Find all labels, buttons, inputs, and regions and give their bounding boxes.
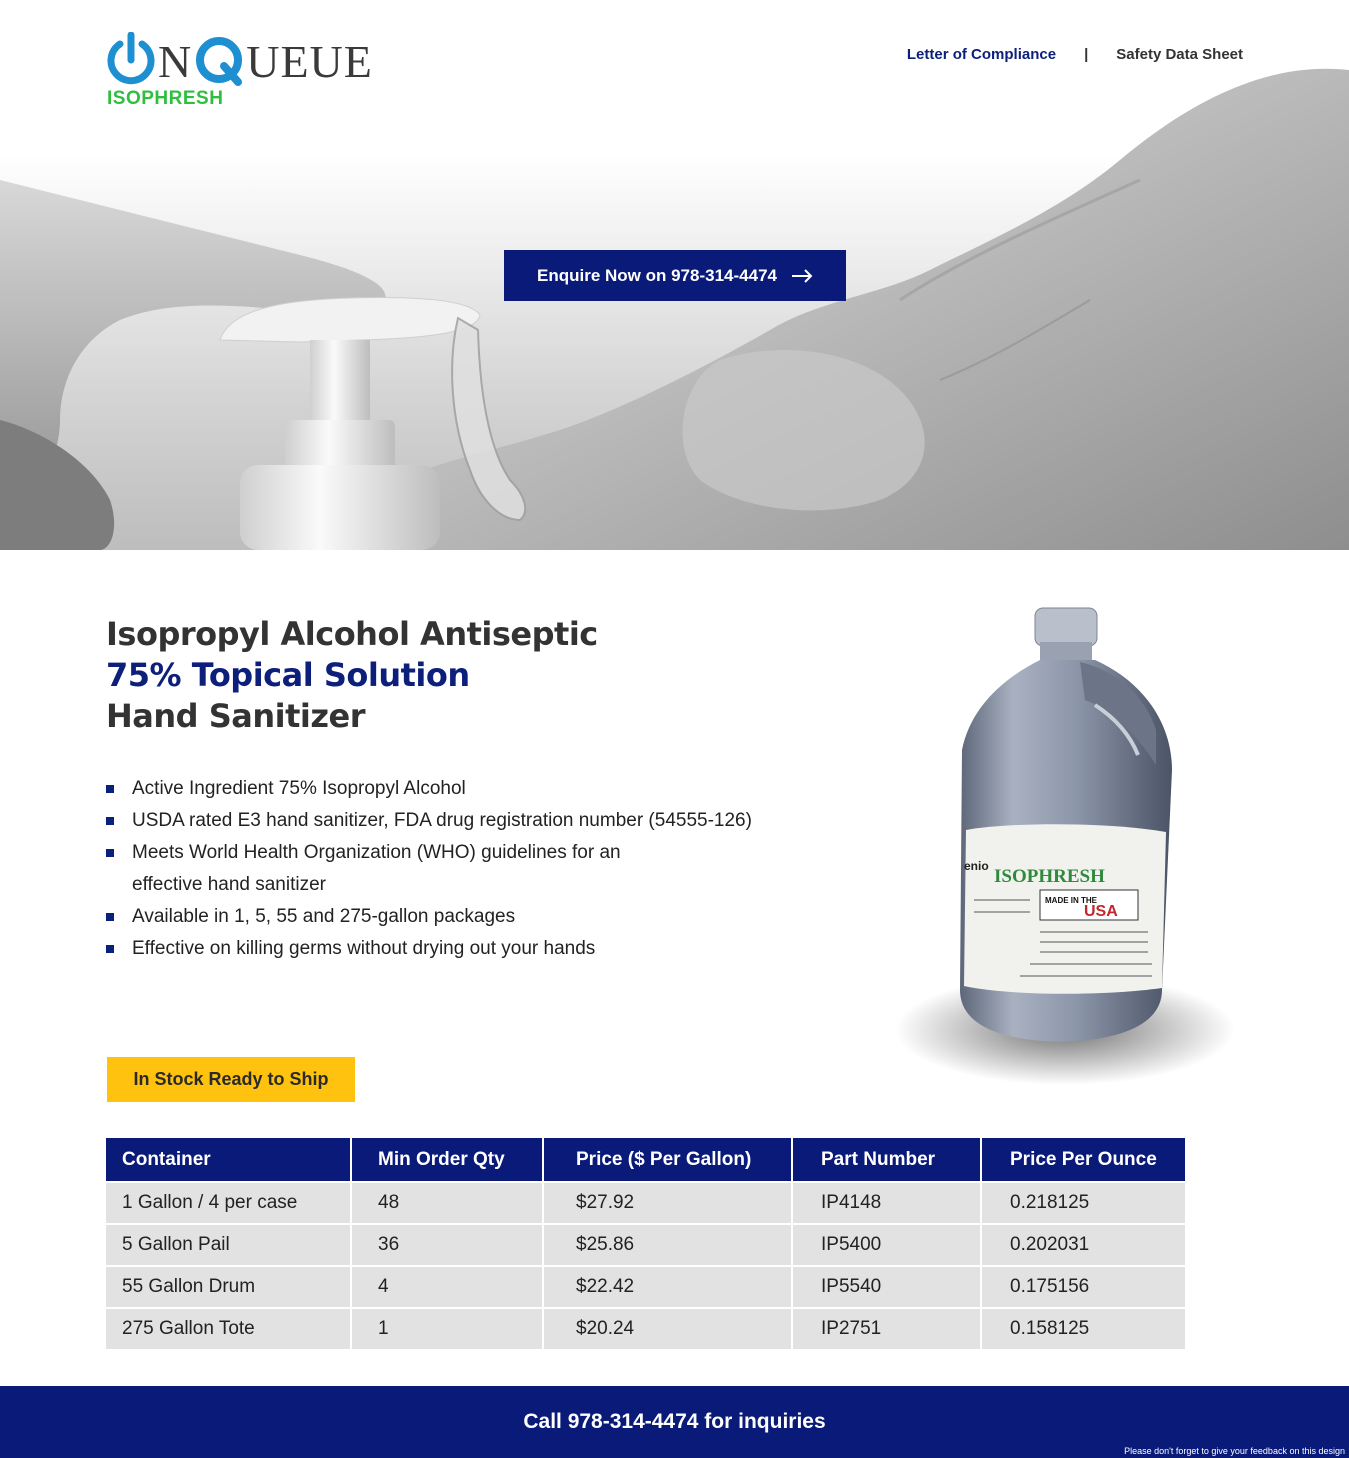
feature-item: Effective on killing germs without drying out your hands	[106, 933, 866, 965]
column-header-price-per-ounce: Price Per Ounce	[982, 1138, 1185, 1181]
hero-section	[0, 0, 1349, 550]
jug-usa-text: USA	[1084, 903, 1118, 920]
q-icon	[194, 32, 244, 86]
column-header-min-order-qty: Min Order Qty	[352, 1138, 542, 1181]
feature-list	[106, 773, 866, 965]
cell-min-order-qty: 4	[352, 1267, 542, 1307]
cell-min-order-qty: 48	[352, 1183, 542, 1223]
cell-min-order-qty: 36	[352, 1225, 542, 1265]
logo-text-n: N	[158, 36, 193, 87]
cell-price-per-ounce: 0.202031	[982, 1225, 1185, 1265]
product-title	[106, 614, 598, 737]
top-navigation	[907, 46, 1243, 63]
column-header-container: Container	[106, 1138, 350, 1181]
table-header-row	[106, 1138, 1185, 1181]
pricing-table	[104, 1136, 1187, 1351]
logo-wordmark	[106, 28, 373, 86]
nav-separator: |	[1084, 46, 1089, 63]
cell-price-per-gallon: $22.42	[544, 1267, 791, 1307]
enquire-now-button[interactable]	[504, 250, 846, 301]
cell-part-number: IP4148	[793, 1183, 980, 1223]
footer-call-text[interactable]: Call 978-314-4474 for inquiries	[523, 1410, 826, 1433]
cell-min-order-qty: 1	[352, 1309, 542, 1349]
cell-price-per-ounce: 0.218125	[982, 1183, 1185, 1223]
column-header-part-number: Part Number	[793, 1138, 980, 1181]
cell-price-per-gallon: $27.92	[544, 1183, 791, 1223]
feature-item: Active Ingredient 75% Isopropyl Alcohol	[106, 773, 866, 805]
safety-data-sheet-link[interactable]: Safety Data Sheet	[1116, 46, 1243, 63]
jug-brand-text: ISOPHRESH	[994, 866, 1105, 887]
feature-item: USDA rated E3 hand sanitizer, FDA drug registration number (54555-126)	[106, 805, 866, 837]
footer-bar	[0, 1386, 1349, 1458]
cell-price-per-ounce: 0.175156	[982, 1267, 1185, 1307]
onqueue-logo[interactable]	[106, 28, 406, 112]
table-row	[106, 1183, 1185, 1223]
product-title-line-2: 75% Topical Solution	[106, 656, 470, 694]
cell-container: 275 Gallon Tote	[106, 1309, 350, 1349]
feature-item: Meets World Health Organization (WHO) guidelines for an	[106, 837, 866, 869]
feature-item: Available in 1, 5, 55 and 275-gallon packages	[106, 901, 866, 933]
cell-part-number: IP5540	[793, 1267, 980, 1307]
product-jug-image	[890, 600, 1240, 1090]
product-title-line-1: Isopropyl Alcohol Antiseptic	[106, 615, 598, 653]
in-stock-badge: In Stock Ready to Ship	[107, 1057, 355, 1102]
cell-container: 1 Gallon / 4 per case	[106, 1183, 350, 1223]
feedback-note: Please don't forget to give your feedback on this design	[1124, 1446, 1345, 1456]
cell-price-per-gallon: $25.86	[544, 1225, 791, 1265]
enquire-button-label: Enquire Now on 978-314-4474	[537, 265, 777, 285]
logo-text-ueue: UEUE	[246, 36, 373, 87]
table-row	[106, 1225, 1185, 1265]
table-row	[106, 1267, 1185, 1307]
feature-item-continued: effective hand sanitizer	[132, 874, 326, 895]
cell-price-per-gallon: $20.24	[544, 1309, 791, 1349]
power-icon	[106, 32, 156, 86]
table-row	[106, 1309, 1185, 1349]
column-header-price-per-gallon: Price ($ Per Gallon)	[544, 1138, 791, 1181]
product-title-line-3: Hand Sanitizer	[106, 697, 365, 735]
jug-brand-prefix: enio	[964, 859, 989, 873]
letter-of-compliance-link[interactable]: Letter of Compliance	[906, 46, 1057, 63]
cell-part-number: IP5400	[793, 1225, 980, 1265]
cell-container: 55 Gallon Drum	[106, 1267, 350, 1307]
cell-price-per-ounce: 0.158125	[982, 1309, 1185, 1349]
cell-part-number: IP2751	[793, 1309, 980, 1349]
logo-subtitle: ISOPHRESH	[107, 88, 224, 109]
jug-made-in-text: MADE IN THE	[1045, 896, 1097, 905]
cell-container: 5 Gallon Pail	[106, 1225, 350, 1265]
arrow-right-icon	[791, 269, 813, 283]
